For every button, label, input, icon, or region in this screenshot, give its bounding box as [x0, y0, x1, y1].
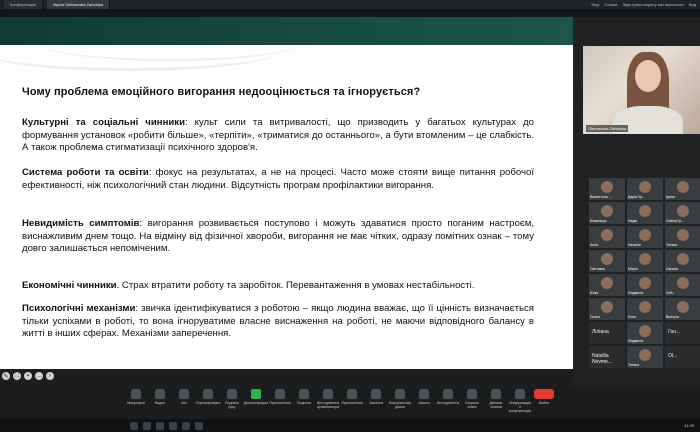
mic-icon — [131, 389, 141, 399]
fullscreen-icon[interactable]: ⛶ — [14, 372, 20, 379]
leave-button[interactable] — [534, 389, 554, 405]
record-button[interactable] — [414, 389, 434, 405]
leave-icon — [534, 389, 554, 399]
participant-avatar — [601, 229, 613, 241]
participant-tile[interactable] — [589, 322, 625, 344]
slide-item-text: : культ сили та витривалості, що призводить у багатьох культурах до формування установок «робити більше», «терпіти», «триматися до останнього», а бути втомленим – це слабкість. А також проблема стигматизації психічного здоров'я. — [22, 117, 534, 154]
participant-name: Ol... — [668, 353, 678, 359]
share-icon — [251, 389, 261, 399]
participant-tile[interactable] — [665, 322, 700, 344]
slide-item-text: : фокус на результатах, а не на процесі. Часто може стояти вище питання робочої ефективності, ніж психологічний стан людини. Відсутність програм профілактики вигорання. — [22, 167, 534, 191]
zoom-app-icon[interactable] — [195, 422, 203, 430]
slide-toolbar — [2, 372, 54, 380]
participant-tile[interactable] — [589, 346, 625, 368]
titlebar-item[interactable]: Stop — [591, 2, 600, 7]
react-icon — [203, 389, 213, 399]
toolbar-label: Заметки — [369, 401, 383, 405]
participant-avatar — [639, 349, 651, 361]
hand-icon — [227, 389, 237, 399]
participant-label: Сей... — [666, 291, 676, 295]
slide-item-text: : вигорання розвивається поступово і можуть здаватися просто поганим настроєм, виснажливим днем тощо. На відміну від фізичної хвороби, вигорання не має чітких, одразу помітних ознак – тому довго залишається непоміченим. — [22, 218, 535, 255]
participant-name: Ліліана — [592, 329, 609, 335]
slide-item-text: : звичка ідентифікуватися з роботою – якщо людина вважає, що її цінність визначається тільки успіхами в роботі, то вона ігноруватиме власне виснаження на роботі, не маючи відповідного балансу в житті в інших сферах. Механізми заперечення. — [22, 303, 534, 340]
whiteboard-icon — [395, 389, 405, 399]
toolbar-label: Запись — [418, 401, 430, 405]
participant-label: Ольга — [590, 315, 600, 319]
record-icon — [419, 389, 429, 399]
folder-icon[interactable] — [169, 422, 177, 430]
participant-tile[interactable] — [589, 298, 625, 320]
mic-button[interactable] — [126, 389, 146, 405]
participant-label: Дарія Хр... — [628, 195, 646, 199]
search-icon[interactable] — [143, 422, 151, 430]
slide-item-heading: Економічні чинники — [22, 280, 117, 291]
participant-grid — [589, 178, 700, 368]
participant-tile[interactable] — [627, 202, 663, 224]
participant-tile[interactable] — [627, 226, 663, 248]
tab-conference[interactable]: Конференция — [4, 0, 43, 9]
annotate-icon[interactable]: ✎ — [3, 373, 9, 380]
slide-top-band — [0, 17, 573, 45]
data-icon — [491, 389, 501, 399]
participant-avatar — [639, 205, 651, 217]
participant-label: Юлія — [590, 291, 599, 295]
slide-item-heading: Культурні та соціальні чинники — [22, 117, 185, 128]
titlebar-item: Звук трансляции у вас выключен — [622, 2, 684, 7]
participant-label: Людмила — [628, 339, 644, 343]
participant-tile[interactable] — [627, 178, 663, 200]
slide-item — [22, 218, 534, 256]
start-icon[interactable] — [130, 422, 138, 430]
participant-avatar — [639, 229, 651, 241]
participant-label: Валентина ... — [590, 195, 612, 199]
participant-name: Natallia Nevme... — [592, 353, 613, 365]
toolbar-label: Чат — [181, 401, 187, 405]
mail-icon[interactable] — [182, 422, 190, 430]
apps2-icon — [347, 389, 357, 399]
apps-icon — [275, 389, 285, 399]
share-button[interactable] — [243, 389, 269, 405]
participant-label: Ковальчук — [590, 219, 607, 223]
participant-name: Ган... — [668, 329, 681, 335]
participant-tile[interactable] — [589, 202, 625, 224]
participant-tile[interactable] — [627, 250, 663, 272]
toolbar-label: Видео — [154, 401, 166, 405]
shared-slide — [0, 45, 573, 369]
titlebar-item[interactable]: Голова — [604, 2, 618, 7]
host-tools-icon — [323, 389, 333, 399]
toolbar-label: Данные сеанса — [489, 401, 503, 409]
participant-label: Тетяна — [628, 363, 640, 367]
toolbar-label: Информация о конференции — [508, 401, 532, 413]
slide-item — [22, 303, 534, 341]
data-button[interactable] — [486, 389, 506, 409]
meeting-header — [0, 9, 700, 17]
toolbar-label: Отреагировать — [195, 401, 221, 405]
participant-label: Світлана — [590, 267, 605, 271]
apps-button[interactable] — [270, 389, 290, 405]
participant-avatar — [677, 253, 689, 265]
participant-avatar — [601, 181, 613, 193]
participant-label: Наталія — [628, 243, 641, 247]
participant-tile[interactable] — [589, 226, 625, 248]
toolbar-label: Микрофон — [127, 401, 145, 405]
window-titlebar — [0, 0, 700, 9]
participant-label: Марія — [628, 267, 638, 271]
tools-icon — [443, 389, 453, 399]
hand-button[interactable] — [222, 389, 242, 409]
slide-item — [22, 117, 534, 155]
captions-button[interactable] — [294, 389, 314, 405]
browser-icon[interactable] — [156, 422, 164, 430]
titlebar-controls — [591, 2, 700, 7]
more-icon[interactable]: … — [36, 373, 42, 379]
titlebar-item[interactable]: Вид — [688, 2, 696, 7]
participant-tile[interactable] — [665, 298, 700, 320]
speaker-name: Oleksandra Zahorska — [588, 126, 627, 131]
speaker-face — [635, 60, 661, 92]
participant-label: Ірина — [666, 195, 675, 199]
participant-tile[interactable] — [627, 298, 663, 320]
slide-item-heading: Психологічні механізми — [22, 303, 136, 314]
toolbar-label: Инструменты организатора — [316, 401, 340, 409]
camera-icon[interactable]: ▪ — [24, 372, 32, 380]
slide-item — [22, 167, 534, 192]
slide-item — [22, 280, 534, 293]
participant-tile[interactable] — [589, 250, 625, 272]
toolbar-label: Инструменты — [436, 401, 460, 405]
participant-avatar — [601, 205, 613, 217]
toolbar-label: Поднять руку — [224, 401, 240, 409]
slide-title: Чому проблема емоційного вигорання недооцінюється та ігнорується? — [22, 86, 421, 98]
tab-screen-share[interactable]: Экран Oleksandra Zahorska — [47, 0, 111, 9]
notes-button[interactable] — [366, 389, 386, 405]
participant-avatar — [639, 181, 651, 193]
react-button[interactable] — [195, 389, 221, 405]
video-icon — [155, 389, 165, 399]
toolbar-label: Подписи — [296, 401, 312, 405]
participant-tile[interactable] — [589, 274, 625, 296]
session-button[interactable] — [462, 389, 482, 409]
video-button[interactable] — [150, 389, 170, 405]
captions-icon — [299, 389, 309, 399]
participant-avatar — [677, 181, 689, 193]
participant-label: Тетяна — [666, 243, 678, 247]
toolbar-label: Открыть сеанс — [464, 401, 480, 409]
participant-avatar — [677, 277, 689, 289]
participant-avatar — [639, 253, 651, 265]
participant-avatar — [601, 253, 613, 265]
participant-tile[interactable] — [589, 178, 625, 200]
slide-item-heading: Система роботи та освіти — [22, 167, 149, 178]
participant-label: Олена Гр... — [666, 219, 685, 223]
participant-tile[interactable] — [665, 250, 700, 272]
chat-icon — [179, 389, 189, 399]
notes-icon — [371, 389, 381, 399]
participant-tile[interactable] — [627, 322, 663, 344]
participant-avatar — [639, 277, 651, 289]
slide-item-text: . Страх втратити роботу та заробіток. Перевантаження в умовах нестабільності. — [116, 280, 475, 291]
toolbar-label: Виртуальная доска — [389, 401, 411, 409]
participant-tile[interactable] — [665, 226, 700, 248]
tools-button[interactable] — [438, 389, 458, 405]
participant-tile[interactable] — [665, 178, 700, 200]
participant-label: Оксана — [666, 267, 678, 271]
participant-avatar — [677, 301, 689, 313]
participant-label: Лілія — [628, 315, 636, 319]
host-tools-button[interactable] — [318, 389, 338, 409]
participant-tile[interactable] — [627, 274, 663, 296]
participant-avatar — [677, 229, 689, 241]
toolbar-label: Приложения — [341, 401, 363, 405]
clock: 11:09 — [684, 423, 694, 428]
speaker-video[interactable] — [583, 46, 700, 134]
toolbar-label: Приложения — [269, 401, 291, 405]
participant-label: Анна — [590, 243, 599, 247]
participant-avatar — [677, 205, 689, 217]
participant-avatar — [601, 277, 613, 289]
meeting-toolbar — [0, 387, 700, 419]
next-icon[interactable]: › — [46, 372, 54, 380]
info-icon — [515, 389, 525, 399]
participant-tile[interactable] — [665, 274, 700, 296]
participant-tile[interactable] — [627, 346, 663, 368]
participant-tile[interactable] — [665, 346, 700, 368]
toolbar-label: Выйти — [538, 401, 550, 405]
participant-tile[interactable] — [665, 202, 700, 224]
participant-avatar — [601, 301, 613, 313]
whiteboard-button[interactable] — [390, 389, 410, 409]
participant-label: Надія — [628, 219, 638, 223]
session-icon — [467, 389, 477, 399]
participant-label: Людмила — [628, 291, 644, 295]
participant-label: Вікторія — [666, 315, 679, 319]
participant-avatar — [639, 325, 651, 337]
os-taskbar — [0, 419, 700, 432]
info-button[interactable] — [510, 389, 530, 413]
chat-button[interactable] — [174, 389, 194, 405]
toolbar-label: Демонстрация — [243, 401, 269, 405]
participant-avatar — [639, 301, 651, 313]
slide-item-heading: Невидимість симптомів — [22, 218, 140, 229]
apps2-button[interactable] — [342, 389, 362, 405]
